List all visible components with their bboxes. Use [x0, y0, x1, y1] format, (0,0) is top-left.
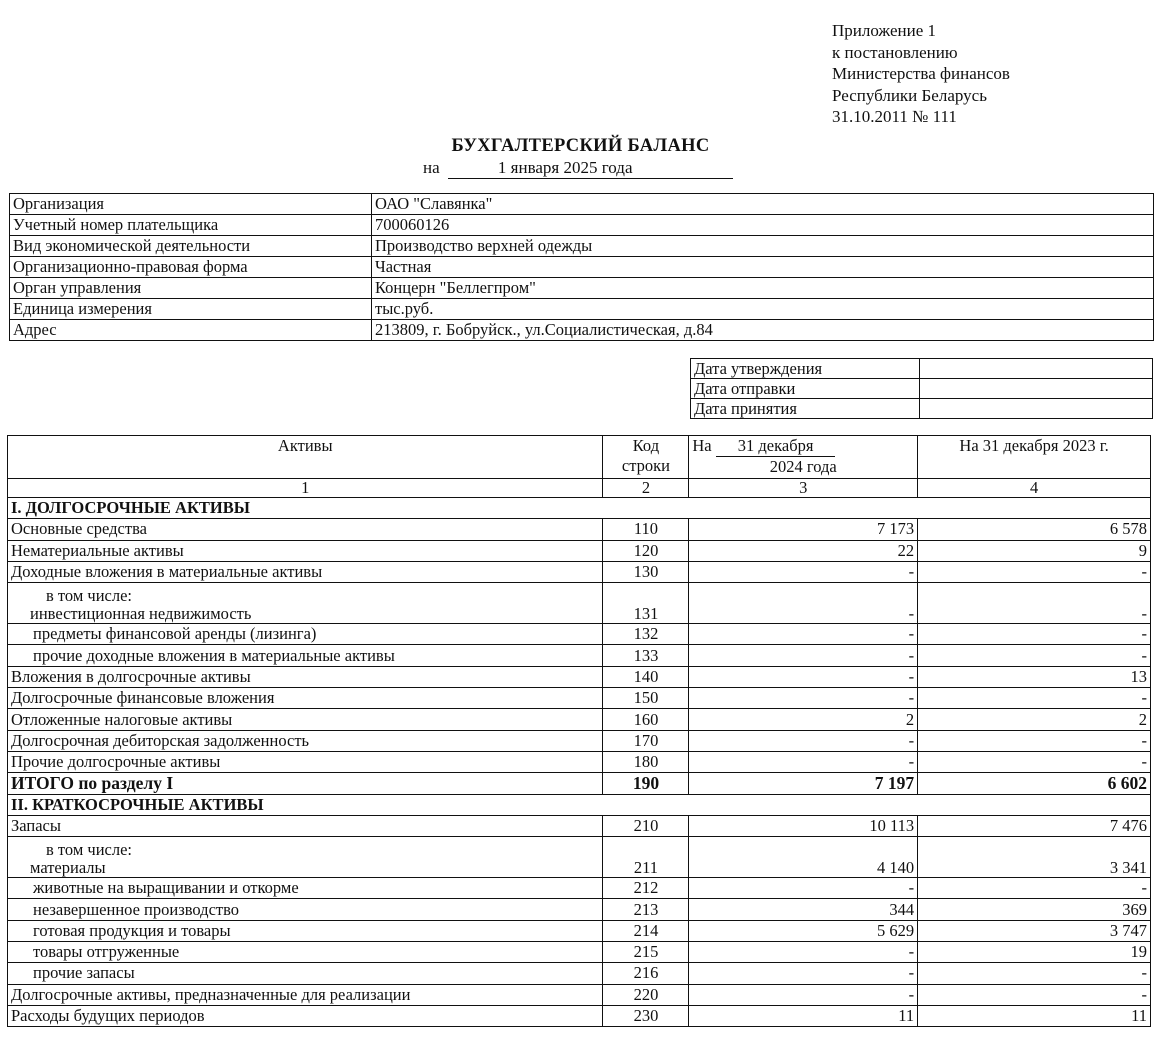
balance-row: [8, 645, 1151, 666]
section-title: II. КРАТКОСРОЧНЫЕ АКТИВЫ: [8, 794, 1151, 815]
row-previous-value: -: [918, 645, 1151, 666]
balance-row: [8, 583, 1151, 624]
header-assets: Активы: [8, 436, 603, 479]
org-info-row: [10, 215, 1154, 236]
org-info-value: Концерн "Беллегпром": [372, 278, 1154, 299]
organization-info-table: [9, 193, 1154, 341]
balance-row: [8, 540, 1151, 561]
org-info-label: Вид экономической деятельности: [10, 236, 372, 257]
row-previous-value: 19: [918, 942, 1151, 963]
row-previous-value: -: [918, 751, 1151, 772]
section-title: I. ДОЛГОСРОЧНЫЕ АКТИВЫ: [8, 498, 1151, 519]
row-code: 220: [603, 984, 689, 1005]
row-previous-value: 3 747: [918, 920, 1151, 941]
row-current-value: 7 173: [689, 519, 918, 540]
row-code: 140: [603, 666, 689, 687]
appendix-line: к постановлению: [832, 42, 958, 62]
balance-header-row: [8, 436, 1151, 479]
row-label: Прочие долгосрочные активы: [8, 751, 603, 772]
balance-row: [8, 1005, 1151, 1026]
row-previous-value: -: [918, 730, 1151, 751]
column-number: 4: [918, 479, 1151, 498]
org-info-value: 700060126: [372, 215, 1154, 236]
row-previous-value: 13: [918, 666, 1151, 687]
org-info-value: Частная: [372, 257, 1154, 278]
org-info-value: тыс.руб.: [372, 299, 1154, 320]
row-label: Долгосрочная дебиторская задолженность: [8, 730, 603, 751]
org-info-row: [10, 320, 1154, 341]
header-current-line1: [692, 436, 914, 457]
org-info-label: Учетный номер плательщика: [10, 215, 372, 236]
balance-row: [8, 666, 1151, 687]
balance-row: [8, 519, 1151, 540]
balance-row: [8, 751, 1151, 772]
row-current-value: 10 113: [689, 815, 918, 836]
row-current-value: -: [689, 666, 918, 687]
org-info-row: [10, 257, 1154, 278]
row-previous-value: -: [918, 561, 1151, 582]
row-label: Доходные вложения в материальные активы: [8, 561, 603, 582]
row-label: незавершенное производство: [8, 899, 603, 920]
date-value: [920, 379, 1153, 399]
row-label: Вложения в долгосрочные активы: [8, 666, 603, 687]
org-info-value: ОАО "Славянка": [372, 194, 1154, 215]
section-2-title-row: [8, 794, 1151, 815]
row-code: 132: [603, 624, 689, 645]
report-date-prefix: на: [423, 158, 440, 177]
row-current-value: 2: [689, 709, 918, 730]
row-current-value: 11: [689, 1005, 918, 1026]
header-previous-period: На 31 декабря 2023 г.: [918, 436, 1151, 479]
appendix-line: Министерства финансов: [832, 64, 1010, 83]
including-label: в том числе:: [46, 840, 133, 860]
org-info-value: Производство верхней одежды: [372, 236, 1154, 257]
including-label: в том числе:: [46, 586, 133, 606]
balance-row: [8, 730, 1151, 751]
row-label: Основные средства: [8, 519, 603, 540]
row-current-value: -: [689, 624, 918, 645]
row-label: Отложенные налоговые активы: [8, 709, 603, 730]
row-previous-value: -: [918, 878, 1151, 899]
row-label: Долгосрочные активы, предназначенные для реализации: [8, 984, 603, 1005]
document-title: БУХГАЛТЕРСКИЙ БАЛАНС: [451, 136, 710, 156]
header-code: [603, 436, 689, 479]
appendix-block: [832, 20, 1132, 128]
row-current-value: -: [689, 984, 918, 1005]
org-info-label: Единица измерения: [10, 299, 372, 320]
row-code: 170: [603, 730, 689, 751]
org-info-row: [10, 236, 1154, 257]
row-code: 130: [603, 561, 689, 582]
header-current-date: 31 декабря: [716, 436, 836, 457]
row-previous-value: -: [918, 688, 1151, 709]
org-info-label: Организационно-правовая форма: [10, 257, 372, 278]
row-code: 214: [603, 920, 689, 941]
row-previous-value: -: [918, 984, 1151, 1005]
balance-row: [8, 963, 1151, 984]
header-code-line1: Код: [632, 436, 660, 455]
org-info-label: Орган управления: [10, 278, 372, 299]
row-code: 131: [603, 583, 689, 624]
row-current-value: -: [689, 645, 918, 666]
row-current-value: -: [689, 942, 918, 963]
org-info-row: [10, 278, 1154, 299]
row-code: 120: [603, 540, 689, 561]
row-current-value: 7 197: [689, 773, 918, 794]
row-code: 211: [603, 837, 689, 878]
row-label: [8, 583, 603, 624]
org-info-value: 213809, г. Бобруйск., ул.Социалистическая, д.84: [372, 320, 1154, 341]
date-label: Дата отправки: [691, 379, 920, 399]
balance-row: [8, 920, 1151, 941]
appendix-line: Республики Беларусь: [832, 85, 987, 105]
org-info-label: Организация: [10, 194, 372, 215]
row-current-value: -: [689, 561, 918, 582]
balance-row: [8, 899, 1151, 920]
date-row: [691, 379, 1153, 399]
row-current-value: 344: [689, 899, 918, 920]
date-value: [920, 399, 1153, 419]
row-previous-value: -: [918, 583, 1151, 624]
row-previous-value: -: [918, 963, 1151, 984]
row-current-value: -: [689, 730, 918, 751]
row-previous-value: -: [918, 624, 1151, 645]
row-previous-value: 6 578: [918, 519, 1151, 540]
row-code: 212: [603, 878, 689, 899]
row-label: предметы финансовой аренды (лизинга): [8, 624, 603, 645]
row-code: 215: [603, 942, 689, 963]
date-row: [691, 399, 1153, 419]
row-previous-value: 9: [918, 540, 1151, 561]
row-current-value: 4 140: [689, 837, 918, 878]
report-date-value: 1 января 2025 года: [448, 158, 733, 179]
report-date: [423, 158, 733, 179]
balance-row: [8, 878, 1151, 899]
appendix-line: Приложение 1: [832, 21, 936, 40]
date-label: Дата принятия: [691, 399, 920, 419]
row-code: 210: [603, 815, 689, 836]
dates-table: [690, 358, 1153, 419]
row-current-value: 22: [689, 540, 918, 561]
date-value: [920, 359, 1153, 379]
column-number: 2: [603, 479, 689, 498]
balance-row: [8, 837, 1151, 878]
appendix-line: 31.10.2011 № 111: [832, 107, 957, 126]
row-label: ИТОГО по разделу I: [8, 773, 603, 794]
date-row: [691, 359, 1153, 379]
row-code: 213: [603, 899, 689, 920]
row-previous-value: 3 341: [918, 837, 1151, 878]
row-code: 160: [603, 709, 689, 730]
row-label: [8, 837, 603, 878]
row-label: товары отгруженные: [8, 942, 603, 963]
org-info-label: Адрес: [10, 320, 372, 341]
row-current-value: -: [689, 688, 918, 709]
row-current-value: 5 629: [689, 920, 918, 941]
row-code: 190: [603, 773, 689, 794]
row-code: 110: [603, 519, 689, 540]
header-current-prefix: На: [692, 436, 712, 455]
org-info-row: [10, 299, 1154, 320]
row-label: Нематериальные активы: [8, 540, 603, 561]
date-label: Дата утверждения: [691, 359, 920, 379]
section-1-title-row: [8, 498, 1151, 519]
header-current-year: 2024 года: [769, 457, 837, 476]
balance-row: [8, 942, 1151, 963]
row-label: Запасы: [8, 815, 603, 836]
row-label: Расходы будущих периодов: [8, 1005, 603, 1026]
balance-row: [8, 561, 1151, 582]
row-current-value: -: [689, 963, 918, 984]
row-label: Долгосрочные финансовые вложения: [8, 688, 603, 709]
row-label-text: материалы: [30, 858, 106, 878]
column-number-row: [8, 479, 1151, 498]
row-label: прочие доходные вложения в материальные активы: [8, 645, 603, 666]
section-1-total-row: [8, 773, 1151, 794]
row-code: 150: [603, 688, 689, 709]
balance-row: [8, 688, 1151, 709]
balance-row: [8, 709, 1151, 730]
row-label: готовая продукция и товары: [8, 920, 603, 941]
row-code: 180: [603, 751, 689, 772]
row-current-value: -: [689, 878, 918, 899]
row-previous-value: 369: [918, 899, 1151, 920]
column-number: 3: [689, 479, 918, 498]
row-label-text: инвестиционная недвижимость: [30, 604, 252, 624]
row-label: прочие запасы: [8, 963, 603, 984]
row-previous-value: 11: [918, 1005, 1151, 1026]
row-code: 133: [603, 645, 689, 666]
column-number: 1: [8, 479, 603, 498]
balance-row: [8, 984, 1151, 1005]
row-label: животные на выращивании и откорме: [8, 878, 603, 899]
row-code: 230: [603, 1005, 689, 1026]
row-current-value: -: [689, 751, 918, 772]
header-code-line2: строки: [621, 456, 670, 475]
row-previous-value: 7 476: [918, 815, 1151, 836]
row-previous-value: 6 602: [918, 773, 1151, 794]
balance-table: [7, 435, 1151, 1027]
header-current-period: [689, 436, 918, 479]
balance-row: [8, 815, 1151, 836]
org-info-row: [10, 194, 1154, 215]
row-current-value: -: [689, 583, 918, 624]
row-previous-value: 2: [918, 709, 1151, 730]
balance-row: [8, 624, 1151, 645]
row-code: 216: [603, 963, 689, 984]
